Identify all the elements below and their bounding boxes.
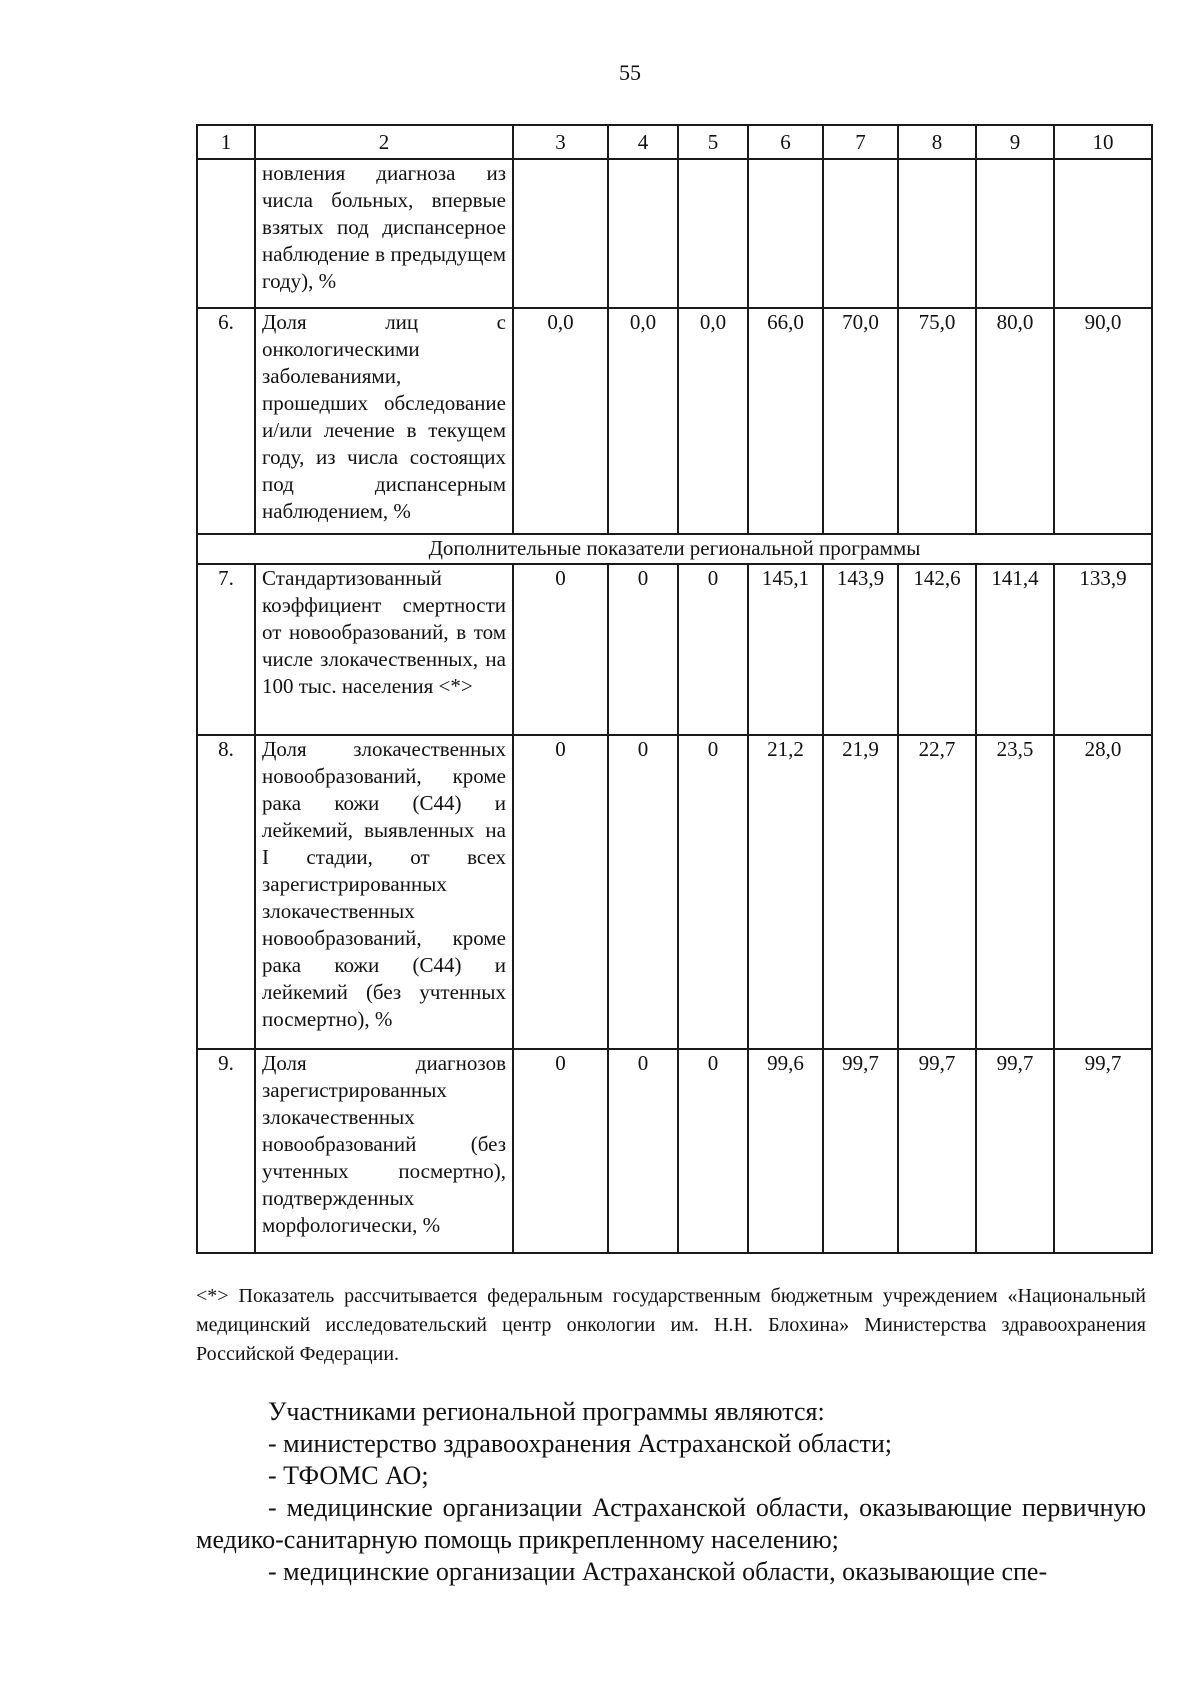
row-number: 6. xyxy=(197,308,255,534)
participant-item: - министерство здравоохранения Астраханской области; xyxy=(268,1429,892,1458)
row-number: 7. xyxy=(197,564,255,735)
value-cell: 0 xyxy=(678,564,748,735)
value-cell: 0 xyxy=(513,564,608,735)
column-header: 6 xyxy=(748,125,823,159)
value-cell xyxy=(1054,159,1152,308)
table-header-row xyxy=(197,125,1152,159)
page-number: 55 xyxy=(619,60,641,85)
value-cell: 0,0 xyxy=(513,308,608,534)
column-header: 4 xyxy=(608,125,678,159)
value-cell: 99,7 xyxy=(823,1049,898,1253)
column-header: 10 xyxy=(1054,125,1152,159)
value-cell: 0 xyxy=(678,735,748,1049)
value-cell: 99,7 xyxy=(898,1049,976,1253)
value-cell xyxy=(976,159,1054,308)
value-cell: 133,9 xyxy=(1054,564,1152,735)
value-cell: 99,6 xyxy=(748,1049,823,1253)
value-cell: 75,0 xyxy=(898,308,976,534)
participants-section xyxy=(196,1396,1146,1588)
value-cell: 66,0 xyxy=(748,308,823,534)
value-cell xyxy=(898,159,976,308)
value-cell xyxy=(608,159,678,308)
value-cell xyxy=(678,159,748,308)
row-number: 8. xyxy=(197,735,255,1049)
value-cell: 0,0 xyxy=(678,308,748,534)
indicator-name: новления диагноза из числа больных, впервые взятых под диспансерное наблюдение в предыдущем году), % xyxy=(255,159,513,308)
value-cell: 23,5 xyxy=(976,735,1054,1049)
indicator-name: Стандартизованный коэффициент смертности от новообразований, в том числе злокачественных, на 100 тыс. населения <*> xyxy=(255,564,513,735)
value-cell: 28,0 xyxy=(1054,735,1152,1049)
column-header: 1 xyxy=(197,125,255,159)
column-header: 7 xyxy=(823,125,898,159)
column-header: 2 xyxy=(255,125,513,159)
value-cell: 142,6 xyxy=(898,564,976,735)
column-header: 9 xyxy=(976,125,1054,159)
value-cell: 0 xyxy=(678,1049,748,1253)
value-cell: 0 xyxy=(608,1049,678,1253)
section-row xyxy=(197,534,1152,564)
value-cell: 141,4 xyxy=(976,564,1054,735)
participants-intro: Участниками региональной программы являются: xyxy=(268,1397,825,1426)
value-cell xyxy=(748,159,823,308)
value-cell: 0,0 xyxy=(608,308,678,534)
value-cell: 143,9 xyxy=(823,564,898,735)
table-row xyxy=(197,308,1152,534)
value-cell: 0 xyxy=(608,735,678,1049)
row-number: 9. xyxy=(197,1049,255,1253)
column-header: 8 xyxy=(898,125,976,159)
indicator-name: Доля лиц с онкологическими заболеваниями, прошедших обследование и/или лечение в текущем году, из числа состоящих под диспансерным наблюдением, % xyxy=(255,308,513,534)
table-row xyxy=(197,564,1152,735)
value-cell: 99,7 xyxy=(1054,1049,1152,1253)
participant-item: - ТФОМС АО; xyxy=(268,1461,429,1490)
value-cell xyxy=(513,159,608,308)
column-header: 3 xyxy=(513,125,608,159)
value-cell: 0 xyxy=(513,735,608,1049)
value-cell: 21,2 xyxy=(748,735,823,1049)
participant-item: - медицинские организации Астраханской области, оказывающие спе- xyxy=(268,1557,1048,1586)
table-row xyxy=(197,735,1152,1049)
value-cell: 99,7 xyxy=(976,1049,1054,1253)
value-cell: 0 xyxy=(513,1049,608,1253)
value-cell: 70,0 xyxy=(823,308,898,534)
value-cell: 90,0 xyxy=(1054,308,1152,534)
participant-item: - медицинские организации Астраханской области, оказывающие первичную медико-санитарную помощь прикрепленному населению; xyxy=(196,1493,1146,1554)
value-cell: 0 xyxy=(608,564,678,735)
footnote: <*> Показатель рассчитывается федеральным государственным бюджетным учреждением «Национальный медицинский исследовательский центр онкологии им. Н.Н. Блохина» Министерства здравоохранения Российской Федерации. xyxy=(196,1285,1146,1365)
indicator-name: Доля диагнозов зарегистрированных злокачественных новообразований (без учтенных посмертно), подтвержденных морфологически, % xyxy=(255,1049,513,1253)
section-title: Дополнительные показатели региональной программы xyxy=(197,534,1152,564)
value-cell: 21,9 xyxy=(823,735,898,1049)
value-cell xyxy=(823,159,898,308)
indicators-table xyxy=(196,124,1153,1254)
value-cell: 22,7 xyxy=(898,735,976,1049)
table-row xyxy=(197,159,1152,308)
value-cell: 80,0 xyxy=(976,308,1054,534)
value-cell: 145,1 xyxy=(748,564,823,735)
table-row xyxy=(197,1049,1152,1253)
column-header: 5 xyxy=(678,125,748,159)
row-number xyxy=(197,159,255,308)
indicator-name: Доля злокачественных новообразований, кроме рака кожи (С44) и лейкемий, выявленных на I стадии, от всех зарегистрированных злокачественных новообразований, кроме рака кожи (С44) и лейкемий (без учтенных посмертно), % xyxy=(255,735,513,1049)
